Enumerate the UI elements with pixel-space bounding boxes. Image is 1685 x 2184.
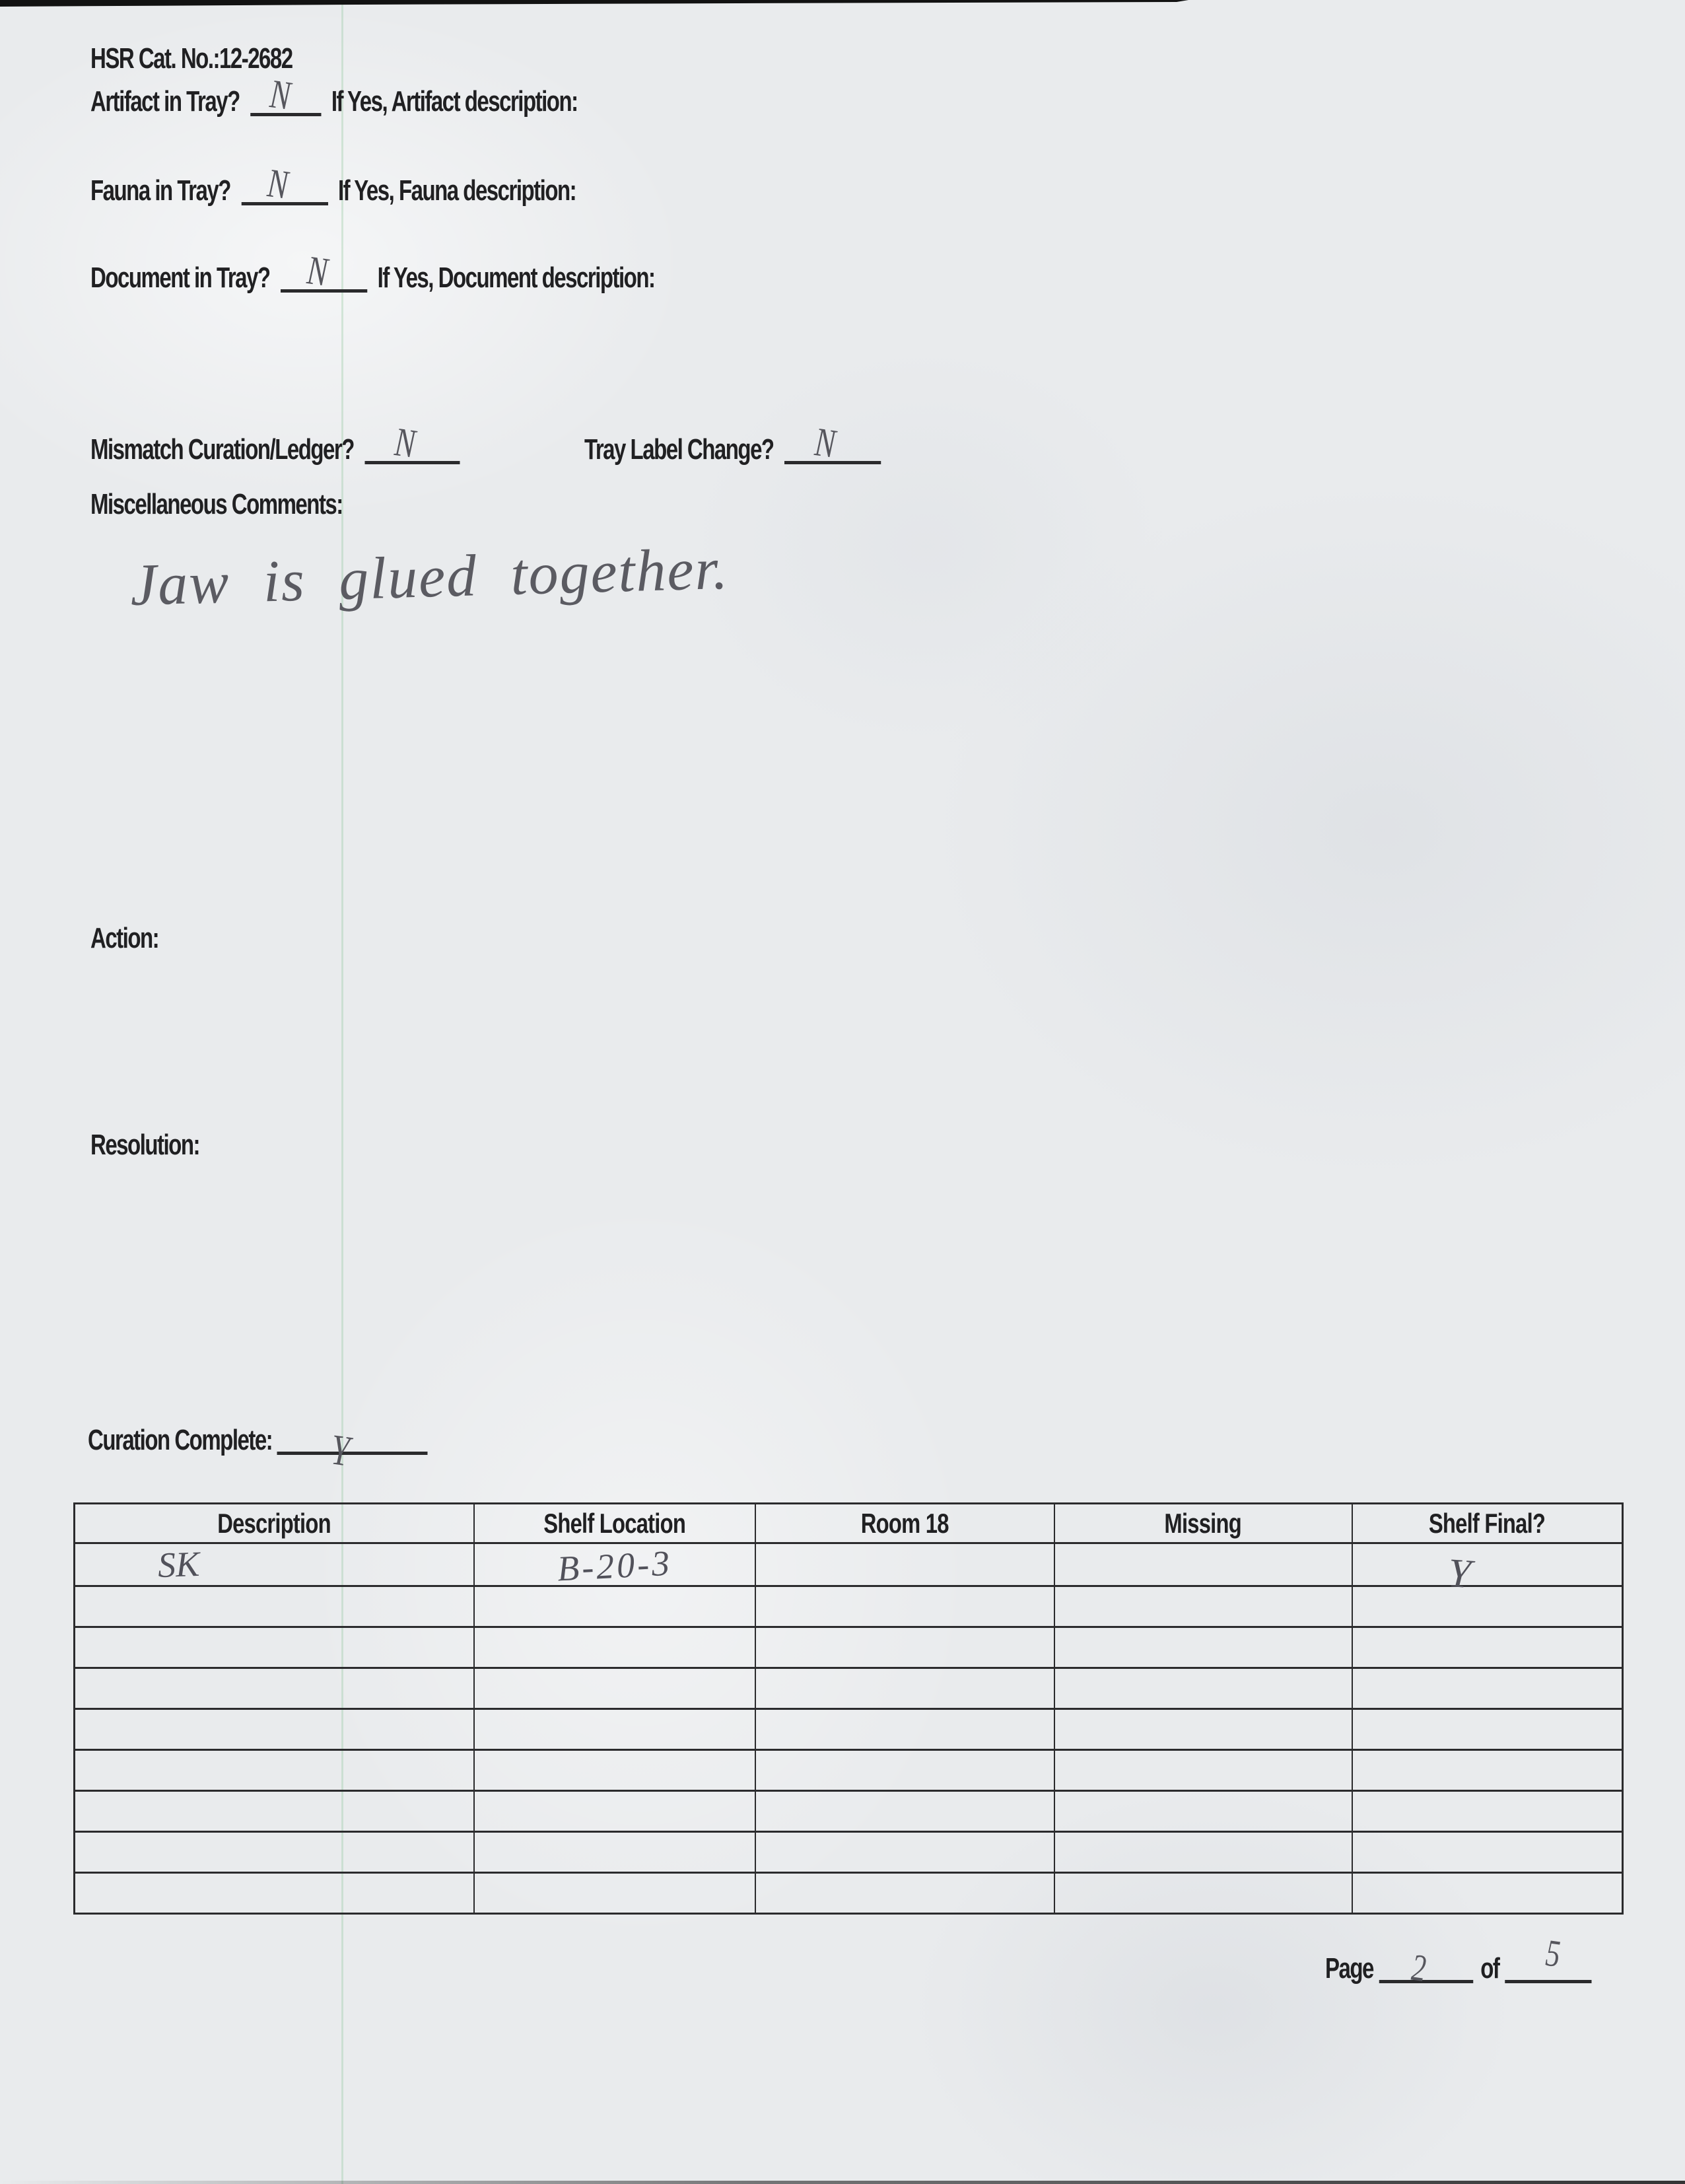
table-header-shelf-location-label: Shelf Location <box>543 1507 685 1539</box>
table-cell-shelf-location <box>474 1750 755 1791</box>
table-row <box>75 1873 1623 1914</box>
document-in-tray-label: Document in Tray? <box>90 262 270 294</box>
table-cell-room-18 <box>755 1832 1054 1873</box>
table-cell-description <box>75 1873 474 1914</box>
page-of-label: of <box>1480 1952 1499 1985</box>
table-cell-shelf-final <box>1352 1668 1623 1709</box>
table-cell-description <box>75 1627 474 1668</box>
table-row <box>75 1750 1623 1791</box>
action-label: Action: <box>90 922 159 954</box>
table-cell-room-18 <box>755 1586 1054 1627</box>
inventory-table-header <box>75 1504 1623 1543</box>
fauna-answer-handwritten: N <box>265 160 290 209</box>
table-row <box>75 1709 1623 1750</box>
table-cell-shelf-location <box>474 1832 755 1873</box>
scanner-artifact-bottom-edge <box>0 2181 1685 2184</box>
table-cell-shelf-final <box>1352 1627 1623 1668</box>
inventory-table <box>73 1502 1624 1915</box>
inventory-table-header-row <box>75 1504 1623 1543</box>
fauna-followup-label: If Yes, Fauna description: <box>337 174 576 207</box>
artifact-followup-label: If Yes, Artifact description: <box>331 85 578 118</box>
mismatch-answer-blank <box>365 419 460 468</box>
table-cell-shelf-location <box>474 1791 755 1832</box>
tray-label-change-label: Tray Label Change? <box>584 433 774 466</box>
table-cell-shelf-location <box>474 1873 755 1914</box>
table-row <box>75 1668 1623 1709</box>
miscellaneous-comments-label: Miscellaneous Comments: <box>90 488 343 520</box>
table-cell-room-18 <box>755 1668 1054 1709</box>
table-cell-shelf-location-handwritten: B-20-3 <box>556 1543 673 1589</box>
table-row <box>75 1543 1623 1586</box>
curation-complete-blank <box>277 1425 428 1476</box>
catalog-number-label: HSR Cat. No.: <box>90 42 219 75</box>
table-cell-description <box>75 1543 474 1586</box>
table-cell-shelf-location <box>474 1543 755 1589</box>
table-cell-missing <box>1054 1543 1352 1586</box>
page-total-blank <box>1505 1930 1592 1983</box>
table-cell-missing <box>1054 1750 1352 1791</box>
catalog-number-value: 12-2682 <box>219 42 292 75</box>
table-header-description <box>75 1504 474 1543</box>
resolution-line <box>90 1129 199 1161</box>
table-cell-description <box>75 1832 474 1873</box>
artifact-answer-handwritten: N <box>268 71 292 120</box>
table-cell-description <box>75 1750 474 1791</box>
table-cell-missing <box>1054 1627 1352 1668</box>
fauna-answer-blank <box>242 160 328 209</box>
tray-label-change-answer-handwritten: N <box>813 419 837 468</box>
table-cell-room-18 <box>755 1873 1054 1914</box>
miscellaneous-comments-line <box>90 489 343 520</box>
page-footer-line <box>1325 1930 1597 1990</box>
table-cell-missing <box>1054 1668 1352 1709</box>
table-cell-room-18 <box>755 1627 1054 1668</box>
artifact-in-tray-label: Artifact in Tray? <box>90 85 240 118</box>
table-cell-description <box>75 1668 474 1709</box>
curation-complete-line <box>88 1424 432 1476</box>
page-number-blank <box>1379 1945 1474 1990</box>
table-cell-shelf-final <box>1352 1586 1623 1627</box>
table-cell-shelf-final-handwritten: Y <box>1446 1550 1472 1598</box>
table-cell-missing <box>1054 1586 1352 1627</box>
table-cell-description <box>75 1791 474 1832</box>
table-cell-room-18 <box>755 1791 1054 1832</box>
table-cell-shelf-final <box>1352 1791 1623 1832</box>
table-cell-room-18 <box>755 1750 1054 1791</box>
page-total-handwritten: 5 <box>1544 1930 1562 1976</box>
table-header-room-18 <box>755 1504 1054 1543</box>
table-header-shelf-location <box>474 1504 755 1543</box>
table-header-missing-label: Missing <box>1164 1507 1242 1539</box>
document-in-tray-line <box>90 248 655 296</box>
table-cell-missing <box>1054 1832 1352 1873</box>
tray-label-change-line <box>584 419 886 468</box>
page-label: Page <box>1325 1952 1373 1985</box>
table-cell-shelf-final <box>1352 1543 1623 1598</box>
action-line <box>90 923 158 954</box>
table-cell-shelf-location <box>474 1668 755 1709</box>
table-header-description-label: Description <box>217 1507 331 1539</box>
table-cell-shelf-final <box>1352 1750 1623 1791</box>
mismatch-curation-ledger-line <box>90 419 465 468</box>
table-row <box>75 1627 1623 1668</box>
table-cell-room-18 <box>755 1543 1054 1586</box>
document-answer-handwritten: N <box>305 248 329 296</box>
table-header-shelf-final <box>1352 1504 1623 1543</box>
table-cell-shelf-final <box>1352 1873 1623 1914</box>
miscellaneous-comments-handwritten: Jaw is glued together. <box>129 536 730 618</box>
catalog-number-line <box>90 43 292 75</box>
artifact-answer-blank <box>250 71 321 120</box>
table-cell-shelf-final <box>1352 1832 1623 1873</box>
table-row <box>75 1586 1623 1627</box>
fauna-in-tray-label: Fauna in Tray? <box>90 174 230 207</box>
table-cell-shelf-location <box>474 1709 755 1750</box>
mismatch-answer-handwritten: N <box>393 419 417 468</box>
table-header-room-18-label: Room 18 <box>860 1507 949 1539</box>
table-cell-shelf-location <box>474 1586 755 1627</box>
table-header-missing <box>1054 1504 1352 1543</box>
table-cell-description <box>75 1586 474 1627</box>
table-cell-missing <box>1054 1709 1352 1750</box>
document-answer-blank <box>281 248 367 296</box>
table-cell-description-handwritten: SK <box>156 1543 201 1586</box>
table-cell-missing <box>1054 1873 1352 1914</box>
scanner-artifact-top-edge <box>0 0 1188 7</box>
table-header-shelf-final-label: Shelf Final? <box>1429 1507 1546 1539</box>
fauna-in-tray-line <box>90 160 576 209</box>
mismatch-curation-ledger-label: Mismatch Curation/Ledger? <box>90 433 354 466</box>
table-cell-room-18 <box>755 1709 1054 1750</box>
inventory-table-body <box>75 1543 1623 1914</box>
table-cell-shelf-final <box>1352 1709 1623 1750</box>
tray-label-change-answer-blank <box>784 419 881 468</box>
curation-complete-label: Curation Complete: <box>88 1424 273 1456</box>
table-row <box>75 1832 1623 1873</box>
page-number-handwritten: 2 <box>1410 1945 1428 1990</box>
resolution-label: Resolution: <box>90 1129 199 1161</box>
document-followup-label: If Yes, Document description: <box>377 262 655 294</box>
table-cell-shelf-location <box>474 1627 755 1668</box>
curation-complete-handwritten: Y <box>329 1425 352 1476</box>
table-cell-description <box>75 1709 474 1750</box>
artifact-in-tray-line <box>90 71 578 120</box>
table-cell-missing <box>1054 1791 1352 1832</box>
table-row <box>75 1791 1623 1832</box>
